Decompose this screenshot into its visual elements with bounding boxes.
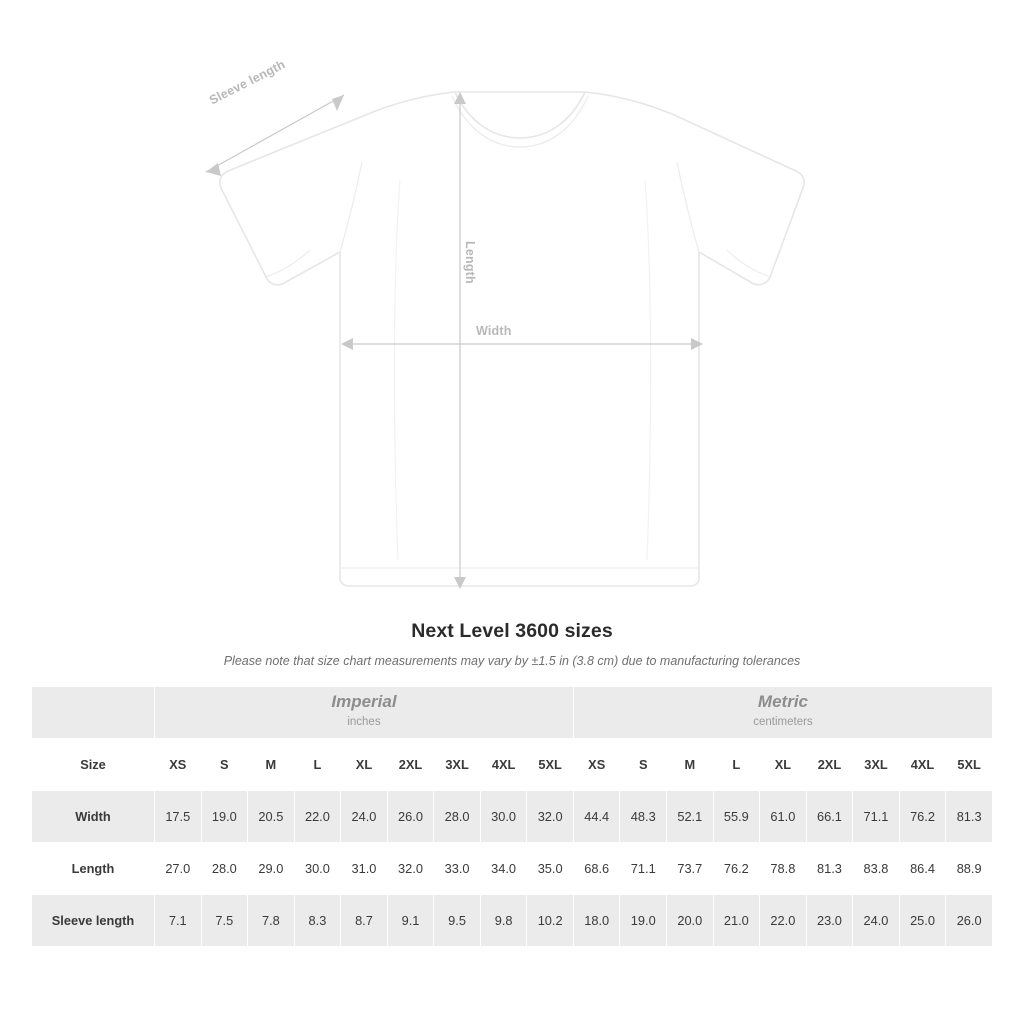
unit-metric-sub: centimeters [753, 716, 813, 729]
size-table [31, 686, 993, 947]
cell: 25.0 [899, 895, 946, 947]
cell: 83.8 [853, 843, 900, 895]
length-label: Length [463, 241, 477, 284]
cell: 27.0 [155, 843, 202, 895]
cell: 26.0 [946, 895, 993, 947]
cell: 9.8 [480, 895, 527, 947]
unit-header-corner [32, 687, 155, 739]
cell: 44.4 [573, 791, 620, 843]
size-header-cell: XS [155, 739, 202, 791]
size-header-cell: 4XL [480, 739, 527, 791]
sleeve-length-label: Sleeve length [207, 57, 288, 108]
cell: 19.0 [201, 791, 248, 843]
cell: 76.2 [713, 843, 760, 895]
size-header-cell: 3XL [853, 739, 900, 791]
cell: 81.3 [946, 791, 993, 843]
cell: 24.0 [341, 791, 388, 843]
size-header-cell: XL [760, 739, 807, 791]
cell: 71.1 [620, 843, 667, 895]
cell: 24.0 [853, 895, 900, 947]
cell: 7.5 [201, 895, 248, 947]
cell: 71.1 [853, 791, 900, 843]
cell: 30.0 [480, 791, 527, 843]
size-header-cell: S [620, 739, 667, 791]
size-table-body [32, 687, 993, 947]
size-header-cell: L [713, 739, 760, 791]
size-header-cell: M [667, 739, 714, 791]
cell: 61.0 [760, 791, 807, 843]
unit-header-row [32, 687, 993, 739]
size-header-cell: 3XL [434, 739, 481, 791]
cell: 23.0 [806, 895, 853, 947]
cell: 68.6 [573, 843, 620, 895]
tshirt-shape [220, 92, 804, 586]
page-title: Next Level 3600 sizes [411, 620, 613, 642]
unit-imperial [155, 687, 574, 739]
cell: 48.3 [620, 791, 667, 843]
cell: 33.0 [434, 843, 481, 895]
unit-metric-name: Metric [757, 691, 808, 711]
cell: 21.0 [713, 895, 760, 947]
table-row [32, 895, 993, 947]
cell: 66.1 [806, 791, 853, 843]
row-label-length: Length [32, 843, 155, 895]
cell: 31.0 [341, 843, 388, 895]
cell: 7.8 [248, 895, 295, 947]
size-header-cell: XL [341, 739, 388, 791]
cell: 73.7 [667, 843, 714, 895]
table-row [32, 843, 993, 895]
cell: 34.0 [480, 843, 527, 895]
cell: 22.0 [294, 791, 341, 843]
cell: 9.5 [434, 895, 481, 947]
tolerance-note: Please note that size chart measurements may vary by ±1.5 in (3.8 cm) due to manufacturing tolerances [223, 654, 801, 668]
cell: 28.0 [201, 843, 248, 895]
size-header-cell: 2XL [387, 739, 434, 791]
cell: 7.1 [155, 895, 202, 947]
cell: 76.2 [899, 791, 946, 843]
cell: 86.4 [899, 843, 946, 895]
title-block [0, 620, 1024, 668]
width-label: Width [476, 324, 512, 338]
cell: 32.0 [527, 791, 574, 843]
unit-imperial-name: Imperial [331, 691, 397, 711]
size-header-cell: S [201, 739, 248, 791]
size-table-wrapper [0, 686, 1024, 947]
unit-metric [573, 687, 992, 739]
row-label-sleeve-length: Sleeve length [32, 895, 155, 947]
size-header-row [32, 739, 993, 791]
cell: 20.5 [248, 791, 295, 843]
size-header-cell: 5XL [946, 739, 993, 791]
table-row [32, 791, 993, 843]
cell: 8.3 [294, 895, 341, 947]
cell: 52.1 [667, 791, 714, 843]
cell: 55.9 [713, 791, 760, 843]
cell: 26.0 [387, 791, 434, 843]
size-header-cell: 2XL [806, 739, 853, 791]
cell: 10.2 [527, 895, 574, 947]
size-header-cell: M [248, 739, 295, 791]
cell: 22.0 [760, 895, 807, 947]
cell: 9.1 [387, 895, 434, 947]
size-header-cell: XS [573, 739, 620, 791]
cell: 28.0 [434, 791, 481, 843]
cell: 81.3 [806, 843, 853, 895]
cell: 17.5 [155, 791, 202, 843]
unit-imperial-sub: inches [347, 716, 381, 729]
cell: 18.0 [573, 895, 620, 947]
size-header-cell: 5XL [527, 739, 574, 791]
cell: 20.0 [667, 895, 714, 947]
cell: 19.0 [620, 895, 667, 947]
size-header-cell: L [294, 739, 341, 791]
cell: 8.7 [341, 895, 388, 947]
cell: 35.0 [527, 843, 574, 895]
cell: 30.0 [294, 843, 341, 895]
cell: 88.9 [946, 843, 993, 895]
size-header-label: Size [32, 739, 155, 791]
cell: 32.0 [387, 843, 434, 895]
cell: 29.0 [248, 843, 295, 895]
row-label-width: Width [32, 791, 155, 843]
cell: 78.8 [760, 843, 807, 895]
size-header-cell: 4XL [899, 739, 946, 791]
